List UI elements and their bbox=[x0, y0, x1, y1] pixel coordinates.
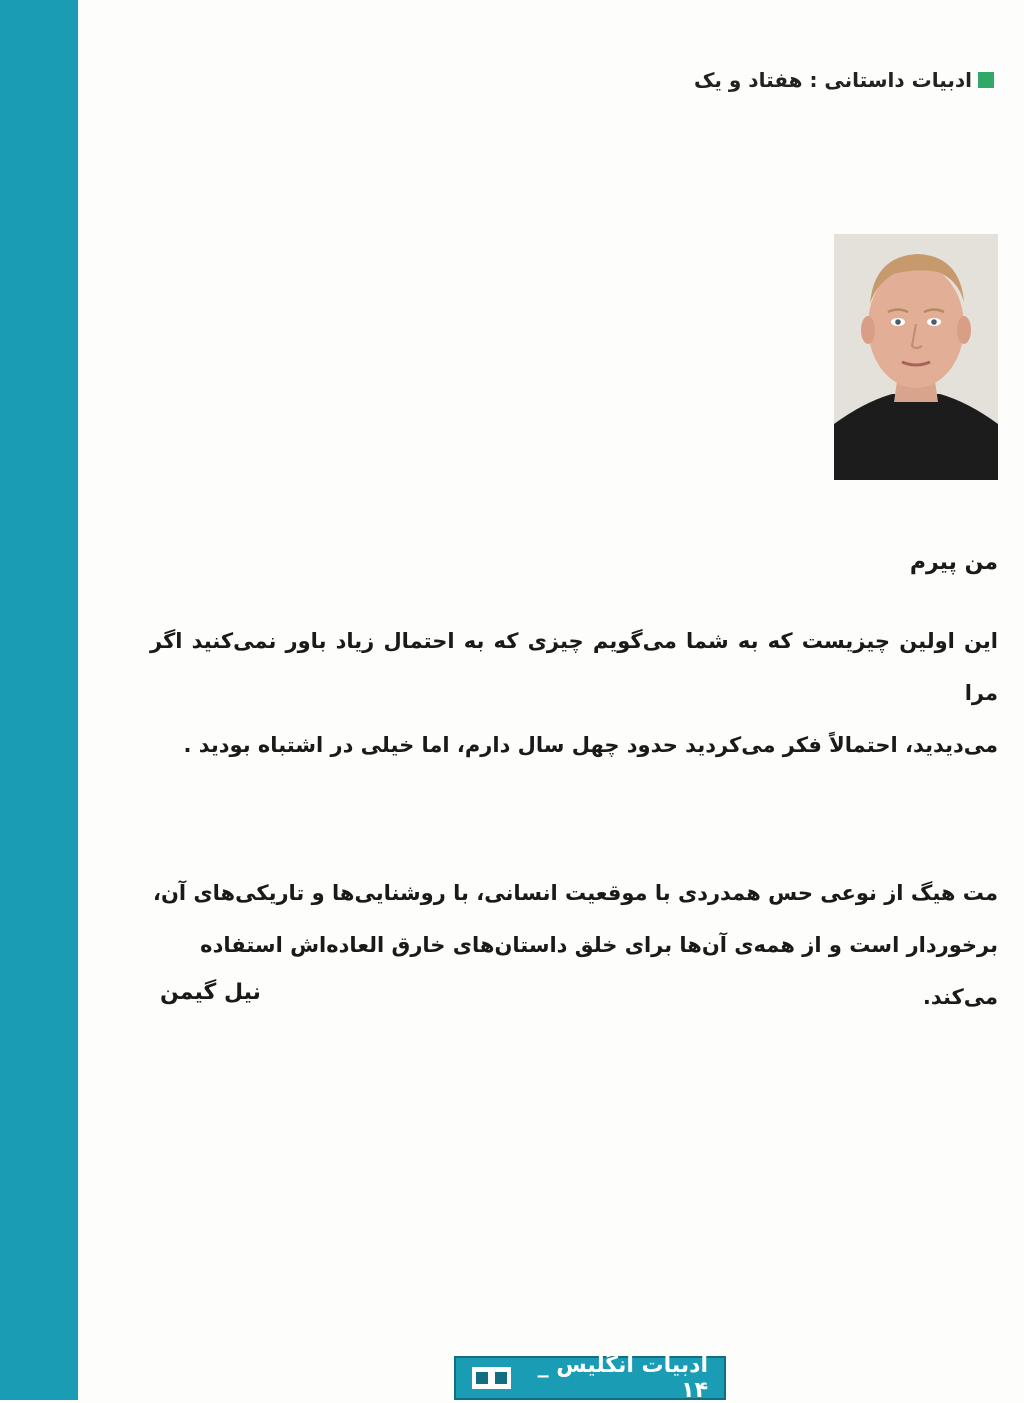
article-title: من پیرم bbox=[909, 550, 998, 575]
footer-label: ادبیات انگلیس _ ۱۴ bbox=[537, 1353, 708, 1403]
section-title: ادبیات داستانی : هفتاد و یک bbox=[693, 68, 972, 92]
book-icon bbox=[472, 1367, 511, 1389]
page-footer bbox=[454, 1353, 726, 1403]
author-portrait-icon bbox=[834, 234, 998, 480]
author-photo bbox=[834, 234, 998, 480]
intro-line-2: می‌دیدید، احتمالاً فکر می‌کردید حدود چهل سال دارم، اما خیلی در اشتباه بودید . bbox=[183, 733, 998, 757]
description-line-1: مت هیگ از نوعی حس همدردی با موقعیت انسانی، با روشنایی‌ها و تاریکی‌های آن، bbox=[153, 881, 998, 905]
page-header bbox=[694, 68, 994, 92]
article-body bbox=[150, 550, 998, 1023]
signature: نیل گیمن bbox=[160, 980, 261, 1005]
description-line-2: برخوردار است و از همه‌ی آن‌ها برای خلق داستان‌های خارق العاده‌اش استفاده می‌کند. bbox=[200, 933, 998, 1009]
green-square-icon bbox=[978, 72, 994, 88]
side-stripe bbox=[0, 0, 78, 1400]
intro-line-1: این اولین چیزیست که به شما می‌گویم چیزی که به احتمال زیاد باور نمی‌کنید اگر مرا bbox=[150, 629, 998, 705]
